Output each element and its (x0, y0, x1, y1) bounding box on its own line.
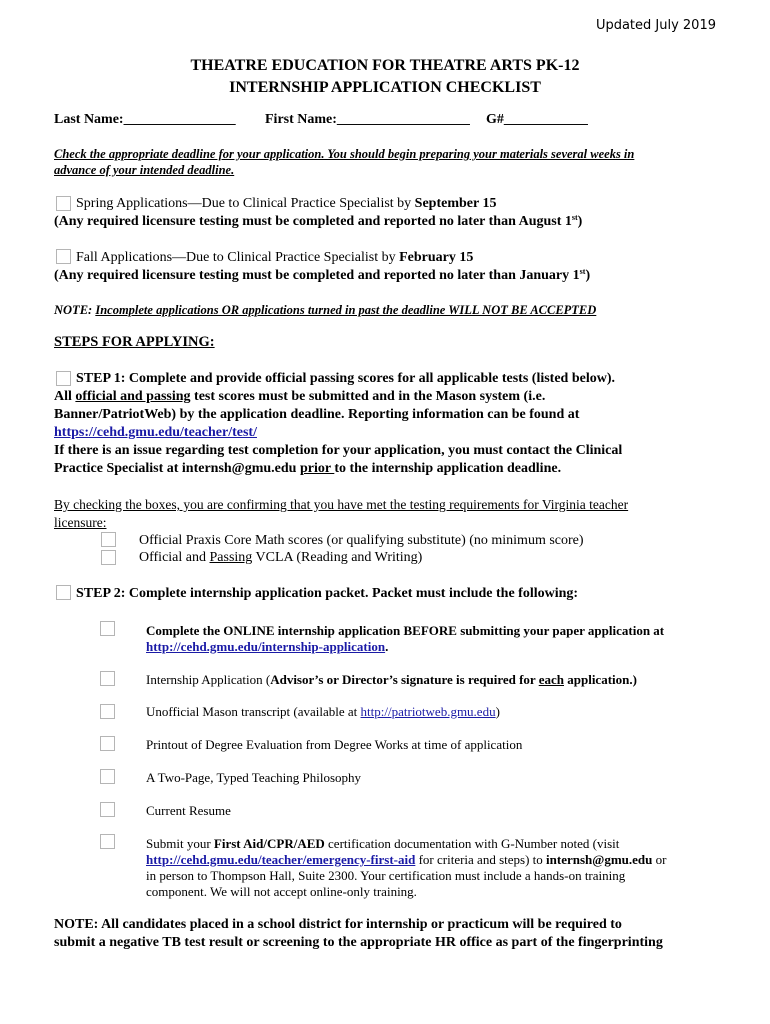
vcla-checkbox[interactable] (101, 550, 116, 565)
vcla-option (139, 549, 422, 567)
philosophy-item: A Two-Page, Typed Teaching Philosophy (146, 770, 362, 785)
vcla-option-b: VCLA (Reading and Writing) (252, 550, 423, 565)
fall-checkbox[interactable] (56, 249, 71, 264)
confirm-line1: By checking the boxes, you are confirming that you have met the testing requirements for Virginia teacher (54, 497, 629, 512)
internship-application-b: Advisor’s or Director’s signature is required for (270, 672, 539, 687)
spring-deadline (76, 195, 496, 213)
step1-test-link[interactable]: https://cehd.gmu.edu/teacher/test/ (54, 425, 257, 440)
patriotweb-link[interactable]: http://patriotweb.gmu.edu (360, 704, 496, 719)
praxis-checkbox[interactable] (101, 532, 116, 547)
step1-line6-b: to the internship application deadline. (334, 461, 562, 476)
spring-testing-sup: st (571, 213, 578, 222)
resume-item: Current Resume (146, 803, 231, 818)
step1-line1: STEP 1: Complete and provide official passing scores for all applicable tests (listed below). (76, 371, 616, 386)
first-aid-d: for criteria and steps) to (415, 852, 547, 867)
fall-testing-close: ) (585, 268, 591, 283)
online-application-text: Complete the ONLINE internship application BEFORE submitting your paper application at (146, 623, 665, 638)
first-aid-email: internsh@gmu.edu (546, 852, 653, 867)
incomplete-note-text: Incomplete applications OR applications turned in past the deadline WILL NOT BE ACCEPTED (95, 303, 597, 317)
internship-application-a: Internship Application ( (146, 672, 271, 687)
first-aid-c: certification documentation with G-Number noted (visit (324, 836, 620, 851)
step2-heading: STEP 2: Complete internship application packet. Packet must include the following: (76, 586, 579, 601)
step1-line3: Banner/PatriotWeb) by the application deadline. Reporting information can be found at (54, 407, 580, 422)
philosophy-checkbox[interactable] (100, 769, 115, 784)
degree-evaluation-item: Printout of Degree Evaluation from Degree Works at time of application (146, 737, 523, 752)
internship-application-link[interactable]: http://cehd.gmu.edu/internship-application (146, 639, 386, 654)
online-application-link-line (146, 638, 388, 655)
tb-note-line2: submit a negative TB test result or screening to the appropriate HR office as part of the fingerprinting (54, 935, 663, 950)
steps-heading: STEPS FOR APPLYING: (54, 334, 215, 350)
vcla-option-a: Official and (139, 550, 210, 565)
praxis-option: Official Praxis Core Math scores (or qualifying substitute) (no minimum score) (139, 533, 584, 548)
spring-testing-close: ) (577, 214, 583, 229)
resume-checkbox[interactable] (100, 802, 115, 817)
fall-deadline-label: Fall Applications—Due to Clinical Practice Specialist by (76, 250, 400, 265)
updated-date: Updated July 2019 (595, 18, 716, 33)
step1-line2 (54, 388, 545, 406)
fall-deadline (76, 249, 473, 267)
step2-checkbox[interactable] (56, 585, 71, 600)
confirm-line2: licensure: (54, 515, 107, 530)
online-application-dot: . (385, 639, 389, 654)
first-aid-f: or (652, 852, 667, 867)
g-number-field[interactable]: G#____________ (486, 112, 588, 127)
internship-application-checkbox[interactable] (100, 671, 115, 686)
incomplete-note-prefix: NOTE: (54, 303, 96, 317)
tb-note-line1: NOTE: All candidates placed in a school district for internship or practicum will be required to (54, 917, 622, 932)
internship-application-each: each (538, 672, 564, 687)
transcript-b: ) (495, 704, 500, 719)
internship-application-c: application.) (564, 672, 637, 687)
spring-testing-text: (Any required licensure testing must be completed and reported no later than August 1 (54, 214, 572, 229)
page-title: THEATRE EDUCATION FOR THEATRE ARTS PK-12 (190, 57, 580, 74)
vcla-option-underlined: Passing (209, 550, 253, 565)
spring-deadline-label: Spring Applications—Due to Clinical Practice Specialist by (76, 196, 415, 211)
spring-testing-deadline (54, 213, 582, 231)
step1-line2-underlined: official and passing (75, 389, 191, 404)
first-name-field[interactable]: First Name:___________________ (265, 112, 470, 127)
spring-deadline-date: September 15 (414, 196, 497, 211)
fall-testing-deadline (54, 267, 590, 285)
fall-deadline-date: February 15 (399, 250, 474, 265)
step1-line6 (54, 460, 561, 478)
step1-line2-a: All (54, 389, 76, 404)
transcript-item (146, 703, 500, 720)
page-subtitle: INTERNSHIP APPLICATION CHECKLIST (229, 79, 541, 96)
step1-line6-underlined: prior (299, 461, 335, 476)
deadline-instruction-line2: advance of your intended deadline. (54, 163, 235, 177)
step1-line2-b: test scores must be submitted and in the Mason system (i.e. (190, 389, 546, 404)
first-aid-a: Submit your (146, 836, 214, 851)
deadline-instruction-line1: Check the appropriate deadline for your application. You should begin preparing your materials several weeks in (54, 147, 635, 161)
first-aid-line4: component. We will not accept online-only training. (146, 884, 417, 899)
emergency-first-aid-link[interactable]: http://cehd.gmu.edu/teacher/emergency-first-aid (146, 852, 416, 867)
step1-line6-a: Practice Specialist at internsh@gmu.edu (54, 461, 300, 476)
first-aid-checkbox[interactable] (100, 834, 115, 849)
last-name-field[interactable]: Last Name:________________ (54, 112, 236, 127)
first-aid-line2 (146, 851, 667, 868)
step1-checkbox[interactable] (56, 371, 71, 386)
transcript-checkbox[interactable] (100, 704, 115, 719)
internship-application-item (146, 671, 637, 688)
spring-checkbox[interactable] (56, 196, 71, 211)
transcript-a: Unofficial Mason transcript (available at (146, 704, 361, 719)
degree-evaluation-checkbox[interactable] (100, 736, 115, 751)
first-aid-line3: in person to Thompson Hall, Suite 2300. Your certification must include a hands-on training (146, 868, 626, 883)
fall-testing-sup: st (579, 267, 586, 276)
step1-line5: If there is an issue regarding test completion for your application, you must contact the Clinical (54, 443, 623, 458)
first-aid-b: First Aid/CPR/AED (213, 836, 325, 851)
incomplete-note (54, 302, 596, 318)
online-application-checkbox[interactable] (100, 621, 115, 636)
first-aid-line1 (146, 835, 619, 852)
fall-testing-text: (Any required licensure testing must be completed and reported no later than January 1 (54, 268, 580, 283)
